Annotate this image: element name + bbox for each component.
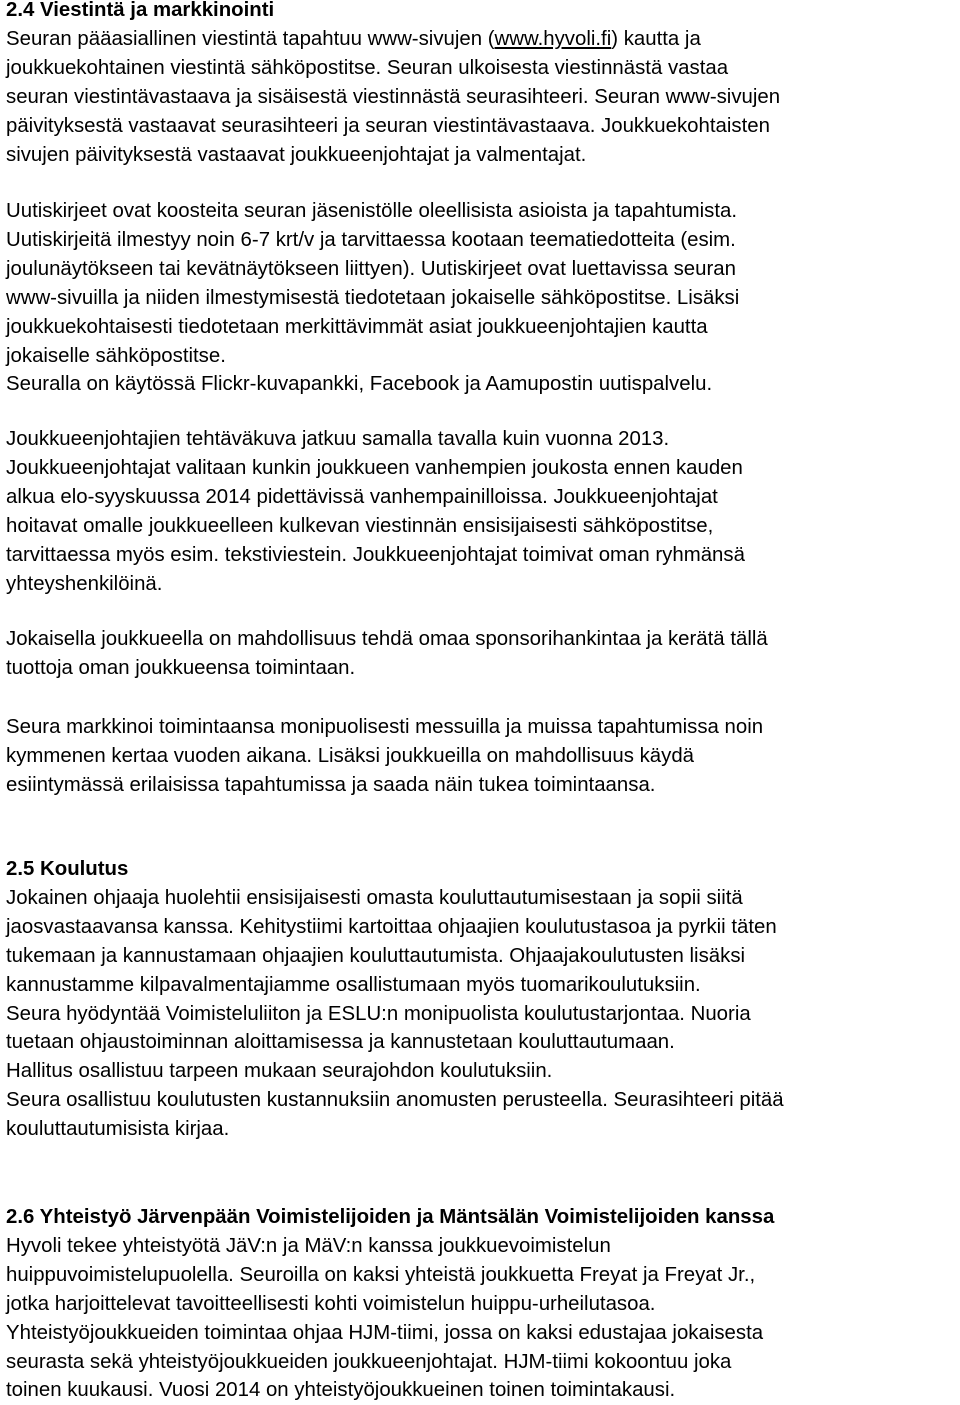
text-line: Joukkueenjohtajat valitaan kunkin joukkueen vanhempien joukosta ennen kauden: [6, 456, 743, 479]
text-line: päivityksestä vastaavat seurasihteeri ja seuran viestintävastaava. Joukkuekohtaisten: [6, 114, 770, 137]
text-line: Seura osallistuu koulutusten kustannuksiin anomusten perusteella. Seurasihteeri pitää: [6, 1089, 784, 1112]
text-line: joulunäytökseen tai kevätnäytökseen liittyen). Uutiskirjeet ovat luettavissa seuran: [6, 257, 736, 280]
text-line: joukkuekohtainen viestintä sähköpostitse. Seuran ulkoisesta viestinnästä vastaa: [6, 56, 729, 79]
paragraph-sponsorship: [6, 625, 958, 683]
text-line: esiintymässä erilaisissa tapahtumissa ja saada näin tukea toimintaansa.: [6, 773, 656, 796]
text-line: tukemaan ja kannustamaan ohjaajien kouluttautumista. Ohjaajakoulutusten lisäksi: [6, 944, 746, 967]
text-line: Seuralla on käytössä Flickr-kuvapankki, Facebook ja Aamupostin uutispalvelu.: [6, 373, 713, 396]
text-fragment: ) kautta ja: [611, 27, 701, 50]
text-line: Seura markkinoi toimintaansa monipuolisesti messuilla ja muissa tapahtumissa noin: [6, 716, 764, 738]
text-line: seuran viestintävastaava ja sisäisestä viestinnästä seurasihteeri. Seuran www-sivujen: [6, 85, 781, 108]
text-line: Uutiskirjeet ovat koosteita seuran jäsenistölle oleellisista asioista ja tapahtumista.: [6, 200, 738, 222]
section-cooperation: [6, 1203, 958, 1405]
text-line: jotka harjoittelevat tavoitteellisesti kohti voimistelun huippu-urheilutasoa.: [6, 1292, 656, 1315]
paragraph-marketing: [6, 713, 958, 800]
text-line: huippuvoimistelupuolella. Seuroilla on kaksi yhteistä joukkuetta Freyat ja Freyat Jr.,: [6, 1263, 756, 1286]
text-line: jaosvastaavansa kanssa. Kehitystiimi kartoittaa ohjaajien koulutustasoa ja pyrkii täten: [6, 915, 777, 938]
text-line: joukkuekohtaisesti tiedotetaan merkittävimmät asiat joukkueenjohtajien kautta: [6, 315, 708, 338]
text-line: seurasta sekä yhteistyöjoukkueiden joukkueenjohtajat. HJM-tiimi kokoontuu joka: [6, 1350, 732, 1373]
text-line: Seura hyödyntää Voimisteluliiton ja ESLU:n monipuolista koulutustarjontaa. Nuoria: [6, 1002, 751, 1025]
text-line: kouluttautumisista kirjaa.: [6, 1118, 230, 1141]
text-line: kannustamme kilpavalmentajiamme osallistumaan myös tuomarikoulutuksiin.: [6, 973, 701, 996]
text-line: hoitavat omalle joukkueelleen kulkevan viestinnän ensisijaisesti sähköpostitse,: [6, 514, 714, 537]
section-training: [6, 855, 958, 1144]
section-communication: [6, 0, 958, 169]
text-line: yhteyshenkilöinä.: [6, 572, 163, 595]
text-line: jokaiselle sähköpostitse.: [6, 344, 226, 367]
text-line: tuottoja oman joukkueensa toimintaan.: [6, 656, 356, 679]
text-line: Joukkueenjohtajien tehtäväkuva jatkuu samalla tavalla kuin vuonna 2013.: [6, 428, 670, 450]
text-line: www-sivuilla ja niiden ilmestymisestä tiedotetaan jokaiselle sähköpostitse. Lisäksi: [6, 286, 740, 309]
text-line: toinen kuukausi. Vuosi 2014 on yhteistyöjoukkueinen toinen toimintakausi.: [6, 1379, 676, 1402]
paragraph-team-managers: [6, 425, 958, 598]
website-link[interactable]: www.hyvoli.fi: [494, 27, 612, 50]
text-line: Hyvoli tekee yhteistyötä JäV:n ja MäV:n kanssa joukkuevoimistelun: [6, 1234, 611, 1257]
text-line: Jokainen ohjaaja huolehtii ensisijaisesti omasta kouluttautumisestaan ja sopii siitä: [6, 886, 743, 909]
paragraph-newsletters: [6, 197, 958, 399]
text-line: Jokaisella joukkueella on mahdollisuus tehdä omaa sponsorihankintaa ja kerätä tällä: [6, 628, 768, 650]
text-line: Uutiskirjeitä ilmestyy noin 6-7 krt/v ja tarvittaessa kootaan teematiedotteita (esim.: [6, 228, 736, 251]
section-heading: 2.5 Koulutus: [6, 858, 129, 880]
text-line: [6, 25, 958, 54]
section-heading: 2.6 Yhteistyö Järvenpään Voimistelijoiden ja Mäntsälän Voimistelijoiden kanssa: [6, 1206, 775, 1228]
section-heading: 2.4 Viestintä ja markkinointi: [6, 0, 275, 21]
text-line: Hallitus osallistuu tarpeen mukaan seurajohdon koulutuksiin.: [6, 1060, 553, 1083]
text-line: alkua elo-syyskuussa 2014 pidettävissä vanhempainilloissa. Joukkueenjohtajat: [6, 485, 718, 508]
text-line: kymmenen kertaa vuoden aikana. Lisäksi joukkueilla on mahdollisuus käydä: [6, 744, 695, 767]
text-line: tuetaan ohjaustoiminnan aloittamisessa ja kannustetaan kouluttautumaan.: [6, 1031, 675, 1054]
text-line: tarvittaessa myös esim. tekstiviestein. Joukkueenjohtajat toimivat oman ryhmänsä: [6, 543, 745, 566]
text-line: sivujen päivityksestä vastaavat joukkueenjohtajat ja valmentajat.: [6, 143, 587, 166]
text-fragment: Seuran pääasiallinen viestintä tapahtuu www-sivujen (: [6, 27, 495, 50]
text-line: Yhteistyöjoukkueiden toimintaa ohjaa HJM-tiimi, jossa on kaksi edustajaa jokaisesta: [6, 1321, 764, 1344]
